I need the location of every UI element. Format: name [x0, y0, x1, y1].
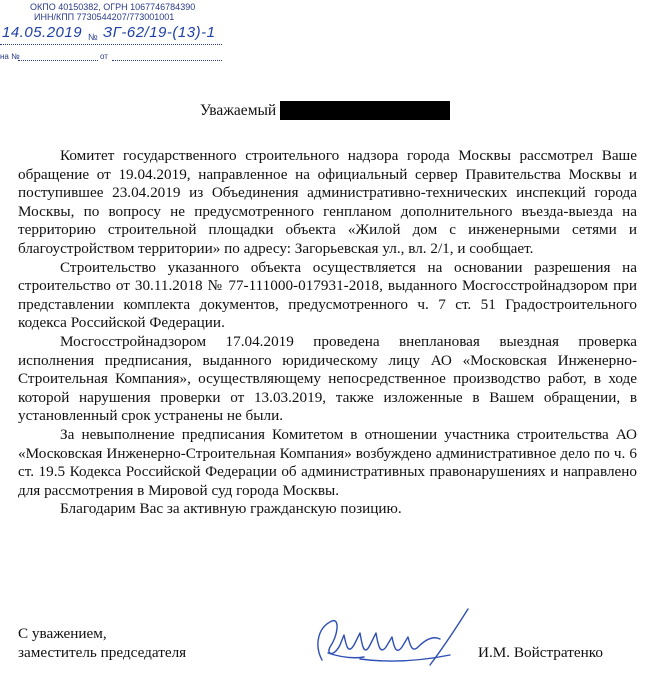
reference-from-label: от [100, 52, 108, 61]
registration-date: 14.05.2019 [2, 24, 83, 41]
header-inn-line: ИНН/КПП 7730544207/773001001 [34, 12, 175, 22]
paragraph-permit: Строительство указанного объекта осуществляется на основании разрешения на строительство от 30.11.2018 № 77-111000-017931-2018, выданного Мосгосстройнадзором при представлении комплекта документов, предусмотренного ч. 7 ст. 51 Градостроительного кодекса Российской Федерации. [18, 258, 637, 332]
paragraph-inspection: Мосгосстройнадзором 17.04.2019 проведена внеплановая выездная проверка исполнения предписания, выданного юридическому лицу АО «Московская Инженерно-Строительная Компания», осуществляющему непосредственное производство работ, в ходе которой нарушения проверки от 13.03.2019, также изложенные в Вашем обращении, в установленный срок устранены не были. [18, 332, 637, 425]
reference-number-blank [18, 60, 98, 61]
paragraph-thanks: Благодарим Вас за активную гражданскую позицию. [60, 500, 402, 518]
header-okpo-line: ОКПО 40150382, ОГРН 1067746784390 [30, 2, 196, 12]
signer-name: И.М. Войстратенко [478, 644, 603, 661]
letter-body [18, 147, 637, 519]
signer-position: заместитель председателя [18, 644, 187, 661]
reference-date-blank [112, 60, 222, 61]
closing-text: С уважением, [18, 625, 107, 642]
signature-block [18, 624, 186, 662]
paragraph-intro: Комитет государственного строительного надзора города Москвы рассмотрел Ваше обращение от 19.04.2019, направленное на официальный сервер Правительства Москвы и поступившее 23.04.2019 из Объединения административно-технических инспекций города Москвы, по вопросу не предусмотренного генпланом дополнительного въезда-выезда на территорию строительной площадки объекта «Жилой дом с инженерными сетями и благоустройством территории» по адресу: Загорьевская ул., вл. 2/1, и сообщает. [18, 147, 637, 257]
registration-row [0, 24, 230, 48]
reference-row [0, 52, 230, 66]
redacted-recipient-name [280, 101, 450, 120]
salutation [200, 101, 450, 120]
registration-number-label: № [88, 32, 98, 42]
paragraph-administrative-case: За невыполнение предписания Комитетом в отношении участника строительства АО «Московская Инженерно-Строительная Компания» возбуждено административное дело по ч. 6 ст. 19.5 Кодекса Российской Федерации об административных правонарушениях и направлено для рассмотрения в Мировой суд города Москвы. [18, 425, 637, 499]
salutation-text: Уважаемый [200, 101, 277, 119]
registration-number: ЗГ-62/19-(13)-1 [103, 24, 216, 41]
registration-underline [0, 44, 222, 45]
handwritten-signature [300, 605, 475, 675]
reference-number-label: на № [0, 52, 20, 61]
